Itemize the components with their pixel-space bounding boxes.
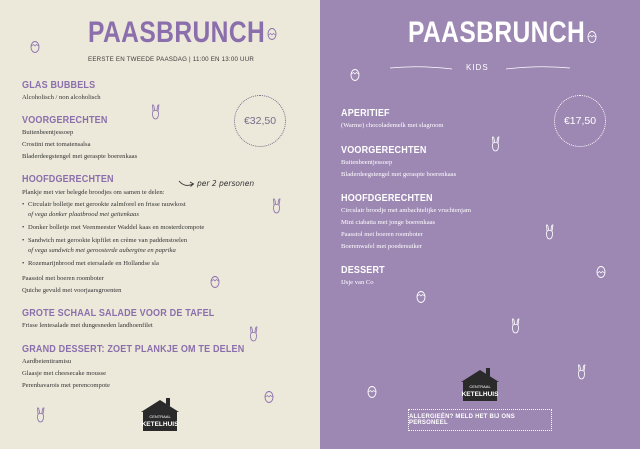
logo-top-text: CENTRAAL bbox=[149, 414, 171, 419]
menu-line: IJsje van Co bbox=[341, 279, 374, 286]
divider-line-left bbox=[390, 65, 452, 71]
menu-line: of vega donker plaatbrood met geitenkaas bbox=[28, 211, 139, 218]
menu-line: • Circulair bolletje met gerookte zalmforel en frisse rauwkost bbox=[28, 201, 186, 209]
menu-line: Alcoholisch / non alcoholisch bbox=[22, 94, 101, 101]
allergy-notice: ALLERGIEËN? MELD HET BIJ ONS PERSONEEL bbox=[408, 409, 552, 431]
bunny-icon bbox=[151, 104, 160, 120]
easter-egg-icon bbox=[267, 27, 277, 40]
kids-menu-panel bbox=[320, 0, 640, 449]
ketelhuis-logo bbox=[138, 396, 182, 432]
bunny-icon bbox=[36, 407, 45, 423]
menu-line: • Donker bolletje met Veenmeester Waddel kaas en mosterdcompote bbox=[28, 224, 204, 232]
page-title-kids: PAASBRUNCH bbox=[408, 16, 586, 49]
logo-top-text: CENTRAAL bbox=[469, 384, 491, 389]
easter-egg-icon bbox=[30, 40, 40, 53]
bunny-icon bbox=[577, 364, 586, 380]
bunny-icon bbox=[249, 326, 258, 342]
menu-line: Paasstol met boeren roomboter bbox=[341, 231, 423, 238]
section-heading-hoofdgerechten: HOOFDGERECHTEN bbox=[22, 173, 114, 185]
menu-line: Buitenbeentjessoep bbox=[22, 129, 74, 136]
section-heading-glas-bubbels: GLAS BUBBELS bbox=[22, 79, 96, 91]
easter-egg-icon bbox=[596, 265, 606, 278]
section-heading-dessert: DESSERT bbox=[341, 264, 385, 276]
menu-line: Mini ciabatta met jonge boerenkaas bbox=[341, 219, 436, 226]
bunny-icon bbox=[511, 318, 520, 334]
divider-line-right bbox=[506, 65, 570, 71]
page-title: PAASBRUNCH bbox=[88, 16, 266, 49]
logo-name-text: KETELHUIS bbox=[141, 421, 179, 428]
easter-egg-icon bbox=[210, 275, 220, 288]
arrow-icon bbox=[178, 179, 196, 189]
section-heading-aperitief: APERITIEF bbox=[341, 107, 390, 119]
ketelhuis-logo bbox=[458, 366, 502, 402]
easter-egg-icon bbox=[587, 30, 597, 43]
bunny-icon bbox=[272, 198, 281, 214]
menu-line: Glaasje met cheesecake mousse bbox=[22, 370, 107, 377]
menu-line: Paasstol met boeren roomboter bbox=[22, 275, 104, 282]
menu-intro: Plankje met vier belegde broodjes om samen te delen: bbox=[22, 189, 165, 196]
house-logo-icon bbox=[458, 366, 502, 402]
section-heading-voorgerechten: VOORGERECHTEN bbox=[22, 114, 108, 126]
bunny-icon bbox=[491, 136, 500, 152]
menu-line: of vega sandwich met geroosterde aubergine en paprika bbox=[28, 247, 176, 254]
menu-line: Frisse lentesalade met dungesneden landhoenfilet bbox=[22, 322, 153, 329]
menu-line: Perenbavarois met perencompote bbox=[22, 382, 110, 389]
price-badge: €32,50 bbox=[234, 95, 286, 147]
per-person-note: per 2 personen bbox=[197, 179, 255, 188]
easter-egg-icon bbox=[416, 290, 426, 303]
subtitle: EERSTE EN TWEEDE PAASDAG | 11:00 EN 13:00 UUR bbox=[88, 56, 255, 63]
bunny-icon bbox=[545, 224, 554, 240]
menu-line: Circulair broodje met ambachtelijke vruchtenjam bbox=[341, 207, 471, 214]
section-heading-grote-schaal: GROTE SCHAAL SALADE VOOR DE TAFEL bbox=[22, 307, 215, 319]
menu-line: Crostini met tomatensalsa bbox=[22, 141, 91, 148]
menu-line: Bladerdeegstengel met geraspte boerenkaas bbox=[22, 153, 138, 160]
menu-line: (Warme) chocolademelk met slagroom bbox=[341, 122, 444, 129]
kids-subtitle: KIDS bbox=[466, 63, 489, 72]
menu-line: Bladerdeegstengel met geraspte boerenkaas bbox=[341, 171, 457, 178]
section-heading-voorgerechten: VOORGERECHTEN bbox=[341, 144, 427, 156]
menu-line: • Rozemarijnbrood met eiersalade en Hollandse sla bbox=[28, 260, 159, 268]
menu-line: Boerenwafel met poedersuiker bbox=[341, 243, 422, 250]
house-logo-icon bbox=[138, 396, 182, 432]
menu-line: Buitenbeentjessoep bbox=[341, 159, 393, 166]
menu-line: Quiche gevuld met voorjaarsgroenten bbox=[22, 287, 122, 294]
kids-price-badge: €17,50 bbox=[554, 95, 606, 147]
menu-line: Aardbeientiramisu bbox=[22, 358, 72, 365]
easter-egg-icon bbox=[367, 385, 377, 398]
easter-egg-icon bbox=[264, 390, 274, 403]
easter-egg-icon bbox=[350, 68, 360, 81]
section-heading-hoofdgerechten: HOOFDGERECHTEN bbox=[341, 192, 433, 204]
kids-subtitle-row bbox=[390, 62, 570, 74]
logo-name-text: KETELHUIS bbox=[461, 391, 499, 398]
section-heading-grand-dessert: GRAND DESSERT: ZOET PLANKJE OM TE DELEN bbox=[22, 343, 245, 355]
menu-line: • Sandwich met gerookte kipfilet en crème van paddenstoelen bbox=[28, 237, 187, 245]
